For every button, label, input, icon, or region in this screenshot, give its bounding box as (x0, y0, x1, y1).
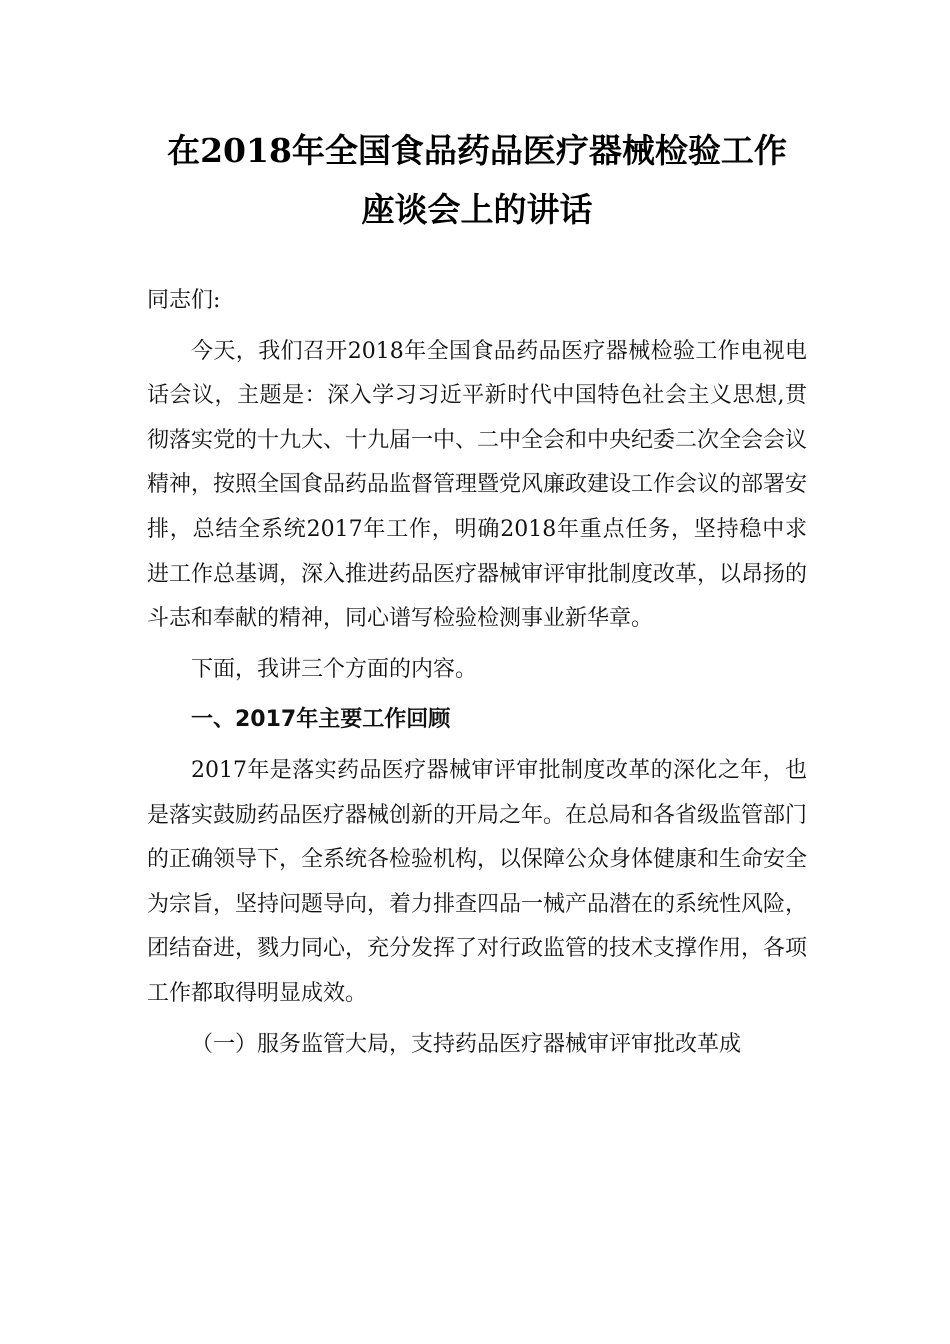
paragraph-review: 2017年是落实药品医疗器械审评审批制度改革的深化之年，也是落实鼓励药品医疗器械创新的开局之年。在总局和各省级监管部门的正确领导下，全系统各检验机构，以保障公众身体健康和生命安全为宗旨，坚持问题导向，着力排查四品一械产品潜在的系统性风险，团结奋进，戮力同心，充分发挥了对行政监管的技术支撑作用，各项工作都取得明显成效。 (147, 757, 808, 1006)
paragraph-intro: 今天，我们召开2018年全国食品药品医疗器械检验工作电视电话会议，主题是：深入学习习近平新时代中国特色社会主义思想,贯彻落实党的十九大、十九届一中、二中全会和中央纪委二次全会会议精神，按照全国食品药品监督管理暨党风廉政建设工作会议的部署安排，总结全系统2017年工作，明确2018年重点任务，坚持稳中求进工作总基调，深入推进药品医疗器械审评审批制度改革，以昂扬的斗志和奉献的精神，同心谱写检验检测事业新华章。 (147, 338, 808, 632)
paragraph-outline: 下面，我讲三个方面的内容。 (191, 656, 478, 682)
section-heading-1: 一、2017年主要工作回顾 (191, 707, 451, 733)
salutation: 同志们: (147, 288, 221, 313)
paragraph-subsection-1: （一）服务监管大局，支持药品医疗器械审评审批改革成 (191, 1031, 742, 1057)
document-title (147, 0, 807, 239)
title-line-1: 在2018年全国食品药品医疗器械检验工作 (167, 131, 787, 170)
title-line-2: 座谈会上的讲话 (361, 190, 593, 229)
document-body (147, 279, 807, 1073)
document-page (147, 0, 808, 1057)
